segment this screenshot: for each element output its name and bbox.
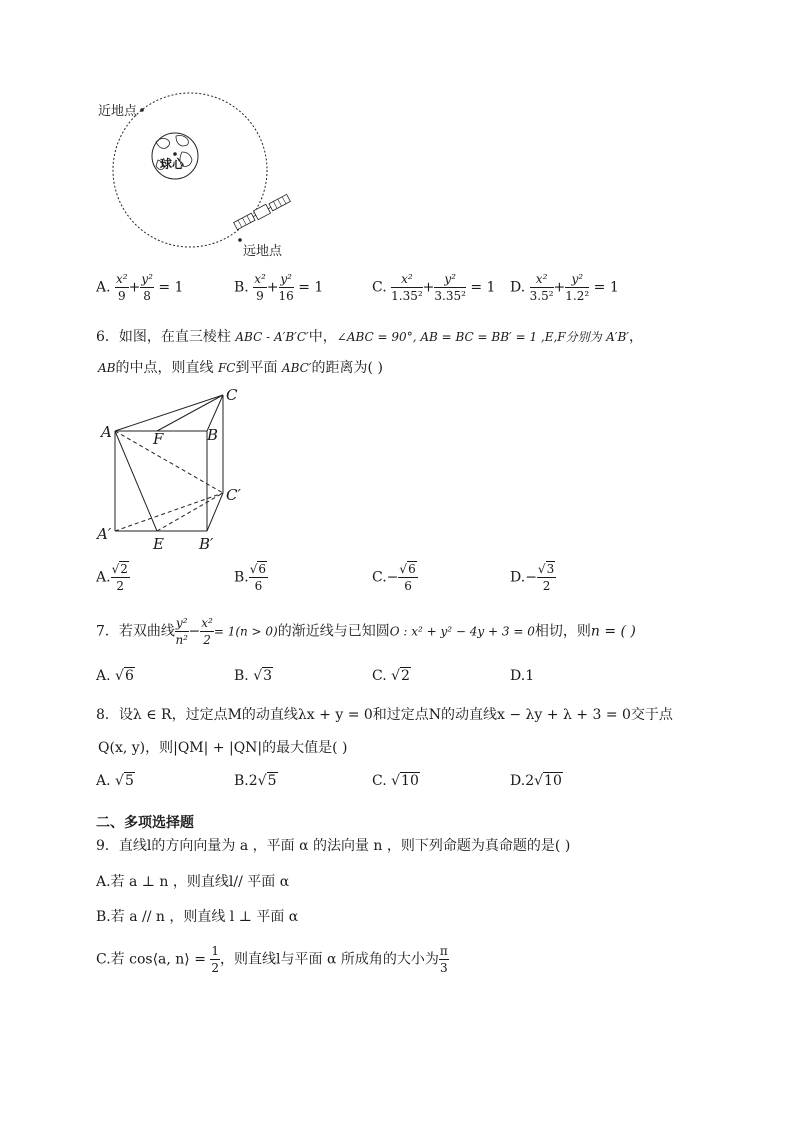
rhs: = 1 — [470, 279, 496, 296]
denominator: 3.5² — [529, 289, 554, 303]
q9-stem: 9．直线l的方向向量为 a ，平面 α 的法向量 n ，则下列命题为真命题的是( ) — [96, 838, 571, 854]
section-heading: 二、多项选择题 — [96, 815, 194, 831]
q6-line2 — [98, 357, 383, 377]
radicand: 2 — [401, 668, 410, 684]
q6-text: 如图，在直三棱柱 — [118, 329, 231, 345]
punct: ， — [629, 329, 643, 345]
segment: AB — [98, 361, 116, 375]
coefficient: 2 — [525, 773, 535, 789]
radicand: 5 — [124, 773, 134, 789]
q8-text: Q(x, y)，则|QM| + |QN|的最大值是( ) — [98, 740, 348, 756]
q5-option-a[interactable]: A. $\frac{\text{x²}}{9}$ + $\frac{\text{y²}}{8}$ = 1 — [96, 272, 184, 303]
option-letter: B. — [234, 279, 249, 296]
numerator: x² — [201, 616, 213, 630]
radicand: 6 — [408, 562, 416, 576]
circle-equation: O : x² + y² − 4y + 3 = 0 — [389, 624, 535, 639]
option-letter: D. — [510, 569, 526, 586]
radicand: 10 — [544, 773, 562, 789]
denominator: 16 — [278, 289, 294, 303]
option-letter: C. — [372, 773, 387, 789]
vertex-label-a-prime: A′ — [97, 525, 112, 543]
radicand: 5 — [267, 773, 277, 789]
q9-c-text: C.若 cos⟨a, n⟩ = — [96, 951, 211, 968]
question-number: 8． — [96, 707, 119, 723]
sign: − — [386, 569, 399, 586]
fraction — [200, 617, 214, 646]
option-letter: D. — [510, 668, 526, 684]
q9-option-c[interactable] — [96, 945, 449, 974]
q7-text: 的渐近线与已知圆 — [277, 623, 390, 640]
q8-option-a[interactable]: A. √5 — [96, 773, 134, 789]
vertex-label-f: F — [153, 430, 164, 448]
fraction: $\frac{\text{y²}}{\text{3.35²}}$ — [434, 272, 466, 303]
fraction — [439, 945, 449, 974]
prism-name: ABC - A′B′C′ — [235, 330, 309, 344]
vertex-label-b-prime: B′ — [199, 535, 214, 553]
option-letter: B. — [234, 773, 249, 789]
option-letter: B. — [234, 569, 249, 586]
denominator: 3 — [440, 961, 448, 975]
option-letter: A. — [96, 668, 111, 684]
q8-option-b[interactable]: B.2√5 — [234, 773, 277, 789]
option-letter: A. — [96, 279, 111, 296]
denominator: 8 — [143, 289, 151, 303]
minus: − — [188, 623, 201, 640]
center-label: 球心 — [160, 157, 185, 171]
numerator: y² — [175, 616, 188, 630]
perigee-label: 近地点 — [98, 104, 138, 119]
plane-name: ABC′ — [281, 361, 312, 375]
q8-text: 设λ ∈ R，过定点M的动直线λx + y = 0和过定点N的动直线x − λy + λ + 3 = 0交于点 — [118, 707, 673, 723]
vertex-label-a: A — [101, 423, 112, 441]
question-number: 7． — [96, 623, 119, 640]
apogee-dot — [238, 238, 242, 242]
q7-text: 若双曲线 — [118, 623, 175, 640]
denominator: 2 — [203, 633, 211, 647]
denominator: 2 — [116, 579, 125, 593]
fraction: $\frac{\text{y²}}{\text{1.2²}}$ — [565, 272, 590, 303]
q6-option-d[interactable] — [510, 563, 556, 592]
q6-text: 到平面 — [235, 360, 278, 376]
denominator: 6 — [404, 579, 412, 593]
vertex-label-c-prime: C′ — [226, 486, 241, 504]
fraction: $\frac{\text{y²}}{16}$ — [278, 272, 294, 303]
denominator: n² — [175, 633, 188, 647]
q9-c-text: ，则直线l与平面 α 所成角的大小为 — [220, 951, 439, 968]
radicand: 10 — [401, 773, 419, 789]
fraction: $\frac{√6}{6}$ — [399, 562, 416, 593]
fraction — [210, 945, 220, 974]
q6-option-c[interactable] — [372, 563, 418, 592]
q8-line2 — [98, 737, 348, 757]
denominator: 2 — [211, 961, 220, 975]
apogee-label: 远地点 — [243, 244, 283, 259]
line-name: FC — [217, 361, 236, 375]
sign: − — [525, 569, 537, 586]
q8-option-c[interactable]: C. √10 — [372, 773, 419, 789]
fraction: $\frac{√3}{2}$ — [537, 562, 555, 593]
denominator: 2 — [542, 579, 551, 593]
denominator: 3.35² — [434, 289, 466, 303]
q9-option-a[interactable]: A.若 a ⊥ n ，则直线l// 平面 α — [96, 874, 290, 890]
q7-text: 相切，则 — [534, 623, 591, 640]
equation-rest: = 1(n > 0) — [213, 624, 278, 639]
q7-option-a[interactable]: A. √6 — [96, 668, 134, 684]
vertex-label-b: B — [207, 426, 219, 444]
option-letter: A. — [96, 569, 111, 586]
q7-option-d[interactable] — [510, 668, 534, 684]
q5-option-d[interactable]: D. $\frac{\text{x²}}{\text{3.5²}}$ + $\frac{\text{y²}}{\text{1.2²}}$ = 1 — [510, 272, 619, 303]
satellite-icon — [233, 194, 291, 231]
q6-line1 — [96, 326, 643, 346]
q7-option-b[interactable]: B. √3 — [234, 668, 273, 684]
rhs: = 1 — [593, 279, 619, 296]
rhs: = 1 — [158, 279, 184, 296]
q9-option-b[interactable]: B.若 a // n ，则直线 l ⊥ 平面 α — [96, 909, 299, 925]
rhs: = 1 — [298, 279, 324, 296]
option-letter: C. — [372, 668, 387, 684]
coefficient: 2 — [248, 773, 258, 789]
fraction: $\frac{√2}{2}$ — [111, 562, 128, 593]
conditions: ∠ABC = 90°, AB = BC = BB′ = 1 ,E,F分别为 — [336, 330, 602, 344]
denominator: 6 — [254, 579, 263, 593]
option-letter: A. — [96, 773, 111, 789]
option-letter: D. — [510, 773, 526, 789]
radicand: 2 — [120, 562, 128, 576]
fraction: $\frac{\text{x²}}{\text{3.5²}}$ — [529, 272, 554, 303]
q6-text: 的距离为( ) — [311, 360, 383, 376]
denominator: 9 — [256, 289, 264, 303]
q8-option-d[interactable]: D.2√10 — [510, 773, 562, 789]
vertex-label-c: C — [226, 386, 238, 404]
q7-line — [96, 617, 636, 646]
fraction: $\frac{\text{x²}}{\text{1.35²}}$ — [391, 272, 423, 303]
numerator: 1 — [211, 944, 220, 958]
q5-option-b[interactable]: B. $\frac{\text{x²}}{9}$ + $\frac{\text{y²}}{16}$ = 1 — [234, 272, 324, 303]
radicand: 3 — [263, 668, 273, 684]
fraction: $\frac{\text{x²}}{9}$ — [116, 272, 128, 303]
radicand: 3 — [546, 562, 555, 576]
segment: A′B′ — [606, 330, 629, 344]
q6-option-a[interactable] — [96, 563, 130, 592]
perigee-dot — [140, 108, 144, 112]
q6-option-b[interactable] — [234, 563, 268, 592]
option-letter: C. — [372, 279, 387, 296]
q5-option-c[interactable]: C. $\frac{\text{x²}}{\text{1.35²}}$ + $\frac{\text{y²}}{\text{3.35²}}$ = 1 — [372, 272, 496, 303]
vertex-label-e: E — [153, 535, 164, 553]
fraction — [175, 617, 189, 646]
question-number: 6． — [96, 329, 119, 345]
q7-option-c[interactable]: C. √2 — [372, 668, 410, 684]
q8-line1 — [96, 704, 673, 724]
option-letter: C. — [372, 569, 387, 586]
radicand: 6 — [124, 668, 134, 684]
option-letter: B. — [234, 668, 249, 684]
option-value: 1 — [525, 668, 535, 684]
denominator: 1.35² — [391, 289, 423, 303]
denominator: 9 — [117, 289, 126, 303]
denominator: 1.2² — [565, 289, 590, 303]
fraction: $\frac{\text{y²}}{8}$ — [141, 272, 153, 303]
q6-text: 中， — [308, 329, 337, 345]
n-equals: n = ( ) — [590, 623, 636, 640]
fraction: $\frac{√6}{6}$ — [249, 562, 267, 593]
option-letter: D. — [510, 279, 526, 296]
fraction: $\frac{\text{x²}}{9}$ — [254, 272, 266, 303]
prism-figure — [95, 385, 255, 555]
q6-text: 的中点，则直线 — [115, 360, 214, 376]
radicand: 6 — [258, 562, 267, 576]
numerator: π — [439, 944, 448, 958]
